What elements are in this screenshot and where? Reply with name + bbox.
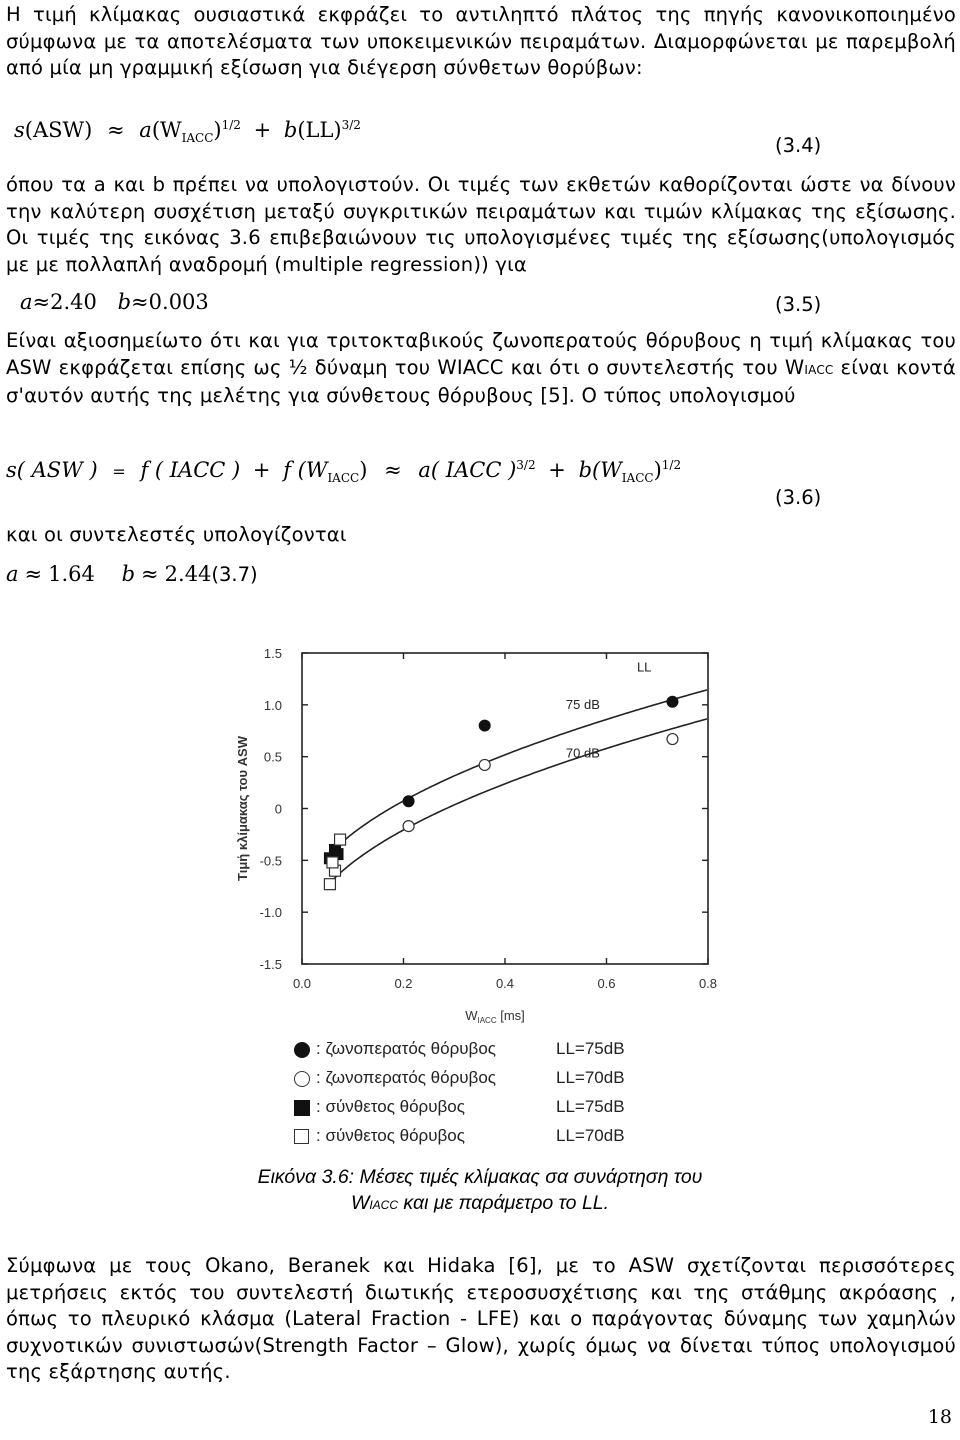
data-point-open-square: [327, 857, 338, 868]
legend-symbol-open-square: [294, 1129, 309, 1144]
equation-3-6: s( ASW ) = f ( IACC ) + f $(W_{IACC}) \approx a$( IACC )$^{3/2} + b(W_{IACC})^{1/2}$: [6, 458, 682, 486]
equation-3-7: a ≈ 1.64 b ≈ 2.44(3.7): [6, 562, 258, 586]
data-point-open-circle: [479, 759, 490, 770]
data-point-open-circle: [403, 821, 414, 832]
paragraph-intro: Η τιμή κλίμακας ουσιαστικά εκφράζει το αντιληπτό πλάτος της πηγής κανονικοποιημένο σύμφωνα με τα αποτελέσματα των υποκειμενικών πειραμάτων. Διαμορφώνεται με παρεμβολή από μία μη γραμμική εξίσωση για διέγερση σύνθετων θορύβων:: [6, 3, 956, 79]
equation-number-3-4: (3.4): [775, 134, 822, 157]
data-point-filled-circle: [479, 720, 491, 732]
legend-label: : ζωνοπερατός θόρυβος: [316, 1039, 496, 1058]
legend-item: [288, 1067, 688, 1091]
legend-ll: LL=75dB: [556, 1039, 625, 1058]
annotation-70db: 70 dB: [565, 745, 600, 761]
y-axis-label: Τιμή κλίμακας του ASW: [235, 736, 250, 881]
equation-3-5: a≈2.40 b≈0.003: [20, 290, 209, 314]
annotation-75db: 75 dB: [565, 696, 600, 712]
legend-item: [288, 1038, 688, 1062]
page-number: 18: [927, 1406, 952, 1428]
equation-number-3-5: (3.5): [775, 293, 822, 316]
paragraph-coefficients-computed: και οι συντελεστές υπολογίζονται: [6, 523, 347, 546]
curve-75db: [326, 690, 707, 858]
plot-frame: [302, 653, 708, 964]
data-point-open-square: [324, 879, 335, 890]
curve-70db: [326, 719, 707, 887]
chart-legend: [288, 1038, 688, 1158]
y-tick-label: 1.5: [263, 646, 282, 661]
y-tick-label: 0.5: [263, 749, 282, 765]
y-tick-label: -1.5: [259, 957, 282, 972]
equation-number-3-7: (3.7): [211, 563, 258, 586]
x-axis-label: $W_{IACC}$ [ms]: [465, 1008, 525, 1025]
y-tick-label: -1.0: [259, 905, 282, 921]
paragraph-coefficients: όπου τα a και b πρέπει να υπολογιστούν. Οι τιμές των εκθετών καθορίζονται ώστε να δίνουν την καλύτερη συσχέτιση μεταξύ συγκριτικών πειραμάτων και τιμών κλίμακας της εξίσωσης. Οι τιμές της εικόνας 3.6 επιβεβαιώνουν τις υπολογισμένες τιμές της εξίσωσης(υπολογισμός με με πολλαπλή αναδρομή (multiple regression)) για: [6, 173, 956, 276]
data-point-open-circle: [667, 734, 678, 745]
legend-ll: LL=75dB: [556, 1097, 625, 1116]
legend-symbol-open-circle: [294, 1071, 310, 1087]
legend-label: : ζωνοπερατός θόρυβος: [316, 1068, 496, 1087]
legend-ll: LL=70dB: [556, 1068, 625, 1087]
data-point-filled-circle: [666, 696, 678, 708]
x-tick-label: 0.2: [394, 976, 413, 991]
x-tick-label: 0.6: [597, 976, 616, 991]
x-tick-label: 0.0: [292, 976, 312, 991]
x-tick-label: 0.4: [495, 976, 515, 991]
legend-item: [288, 1096, 688, 1120]
figure-caption: [200, 1164, 760, 1218]
paragraph-okano: Σύμφωνα με τους Okano, Beranek και Hidaka [6], με το ASW σχετίζονται περισσότερες μετρήσεις εκτός του συντελεστή διωτικής ετεροσυσχέτισης και της στάθμης ακρόασης , όπως το πλευρικό κλάσμα (Lateral Fraction - LFE) και ο παράγοντας δύναμης των χαμηλών συχνοτικών συνιστωσών(Strength Factor – Glow), χωρίς όμως να δίνεται τύπος υπολογισμού της εξάρτησης αυτής.: [6, 1254, 956, 1383]
annotation-ll: LL: [636, 659, 652, 675]
asw-scale-chart: [225, 640, 745, 1030]
equation-number-3-6: (3.6): [775, 486, 822, 509]
legend-ll: LL=70dB: [556, 1126, 625, 1145]
paragraph-third-octave: Είναι αξιοσημείωτο ότι και για τριτοκταβικούς ζωνοπερατούς θόρυβους η τιμή κλίμακας του ASW εκφράζεται επίσης ως ½ δύναμη του WIACC και ότι ο συντελεστής του WIACC είναι κοντά σ'αυτόν αυτής της μελέτης για σύνθετους θόρυβους [5]. Ο τύπος υπολογισμού: [6, 329, 956, 407]
x-tick-label: 0.8: [698, 976, 718, 991]
legend-symbol-filled-circle: [294, 1042, 310, 1058]
legend-symbol-filled-square: [294, 1100, 310, 1116]
equation-3-4: $s(ASW) \approx a(W_{IACC})^{1/2} + b(LL)^{3/2}$: [14, 118, 361, 146]
caption-line-2: WIACC και με παράμετρο το LL.: [350, 1192, 610, 1214]
legend-label: : σύνθετος θόρυβος: [316, 1126, 465, 1145]
caption-line-1: Εικόνα 3.6: Μέσες τιμές κλίμακας σα συνάρτηση του: [257, 1166, 703, 1188]
y-tick-label: -0.5: [259, 853, 282, 869]
legend-label: : σύνθετος θόρυβος: [316, 1097, 465, 1116]
data-point-open-square: [335, 834, 346, 845]
y-tick-label: 0: [274, 801, 282, 817]
data-point-filled-circle: [403, 795, 415, 807]
legend-item: [288, 1125, 688, 1149]
y-tick-label: 1.0: [263, 697, 282, 713]
